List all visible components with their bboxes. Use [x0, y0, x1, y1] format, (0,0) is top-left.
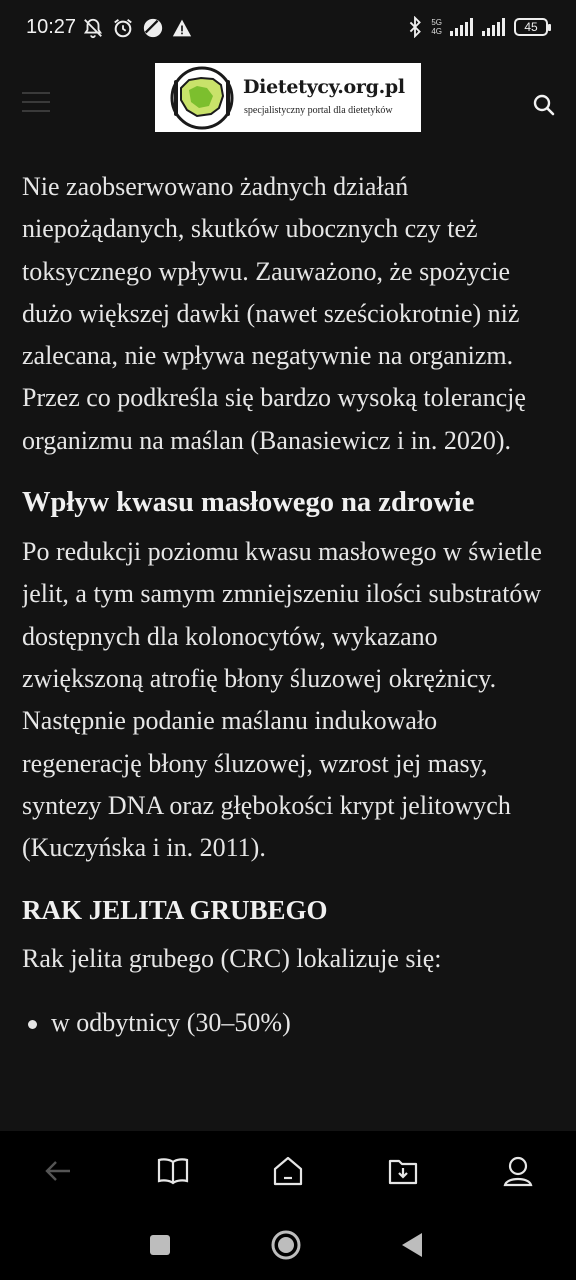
- list-item: w odbytnicy (30–50%): [22, 1002, 558, 1044]
- logo-title: Dietetycy.org.pl: [243, 76, 405, 98]
- network-4g-label: 4G: [431, 27, 442, 36]
- profile-icon[interactable]: [496, 1149, 540, 1193]
- book-icon[interactable]: [151, 1149, 195, 1193]
- home-icon[interactable]: [266, 1149, 310, 1193]
- signal-icon: [450, 18, 474, 36]
- logo-tagline: specjalistyczny portal dla dietetyków: [244, 105, 393, 116]
- section-heading: RAK JELITA GRUBEGO: [22, 895, 328, 926]
- logo-plate-icon: [167, 66, 237, 130]
- browser-bottom-bar: [0, 1131, 576, 1211]
- battery-level: 45: [524, 20, 538, 34]
- notifications-off-icon: [82, 17, 104, 39]
- home-circle-icon[interactable]: [266, 1225, 306, 1265]
- back-arrow-icon[interactable]: [36, 1149, 80, 1193]
- article-paragraph: Rak jelita grubego (CRC) lokalizuje się:: [22, 944, 442, 974]
- bluetooth-icon: [407, 16, 423, 38]
- download-icon[interactable]: [381, 1149, 425, 1193]
- network-5g-label: 5G: [431, 18, 442, 27]
- status-time: 10:27: [26, 16, 77, 38]
- status-left-icons: [82, 16, 192, 40]
- bullet-list: [22, 1002, 558, 1044]
- article-paragraph: Nie zaobserwowano żadnych działań niepożądanych, skutków ubocznych czy też toksycznego wpływu. Zauważono, że spożycie dużo większej dawki (nawet sześciokrotnie) niż zalecana, nie wpływa negatywnie na organizm. Przez co podkreśla się bardzo wysoką tolerancję organizmu na maślan (Banasiewicz i in. 2020).: [22, 172, 526, 455]
- battery-icon: [514, 18, 548, 36]
- site-header: [0, 52, 576, 142]
- network-type-label: [431, 18, 442, 36]
- alarm-icon: [112, 17, 134, 39]
- site-logo[interactable]: [155, 63, 421, 132]
- warning-icon: [172, 18, 192, 38]
- signal-icon: [482, 18, 506, 36]
- article-paragraph: Po redukcji poziomu kwasu masłowego w świetle jelit, a tym samym zmniejszeniu ilości substratów dostępnych dla kolonocytów, wykazano zwiększoną atrofię błony śluzowej okrężnicy. Następnie podanie maślanu indukowało regenerację błony śluzowej, wzrost jej masy, syntezy DNA oraz głębokości krypt jelitowych (Kuczyńska i in. 2011).: [22, 537, 542, 863]
- system-nav-bar: [0, 1211, 576, 1280]
- article-content: [22, 166, 558, 1131]
- recents-square-icon[interactable]: [140, 1225, 180, 1265]
- status-bar: [0, 0, 576, 52]
- ball-icon: [142, 17, 164, 39]
- section-heading: Wpływ kwasu masłowego na zdrowie: [22, 487, 475, 519]
- back-triangle-icon[interactable]: [392, 1225, 432, 1265]
- hamburger-menu-icon[interactable]: [22, 92, 50, 112]
- status-right-icons: [407, 14, 548, 40]
- search-icon[interactable]: [532, 93, 556, 122]
